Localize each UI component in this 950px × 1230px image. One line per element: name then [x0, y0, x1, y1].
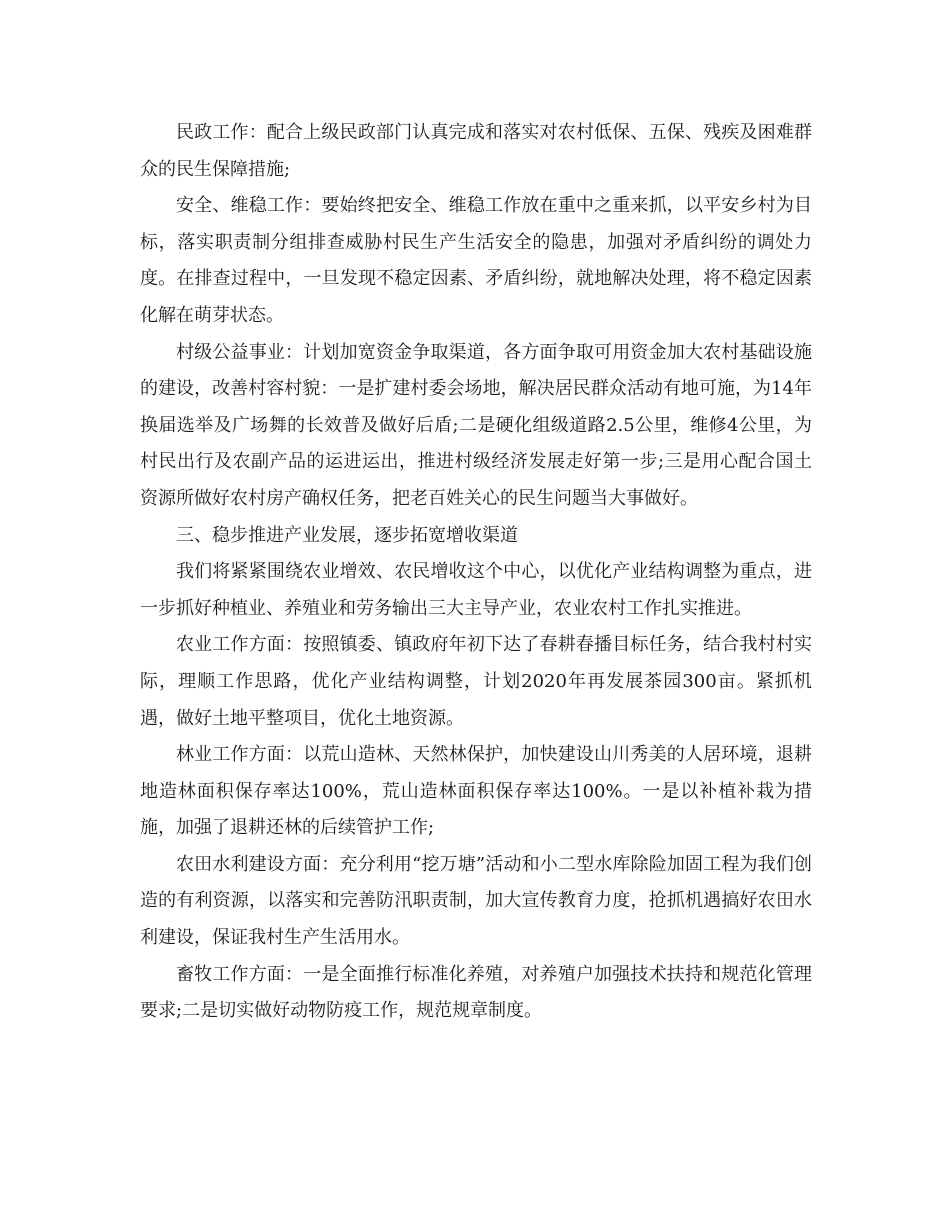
- section-heading-industry: 三、稳步推进产业发展，逐步拓宽增收渠道: [176, 524, 518, 546]
- paragraph-safety-stability: 安全、维稳工作：要始终把安全、维稳工作放在重中之重来抓，以平安乡村为目标，落实职责制分组排查威胁村民生产生活安全的隐患，加强对矛盾纠纷的调处力度。在排查过程中，一旦发现不稳定因素、矛盾纠纷，就地解决处理，将不稳定因素化解在萌芽状态。: [140, 195, 812, 326]
- paragraph-agriculture: 农业工作方面：按照镇委、镇政府年初下达了春耕春播目标任务，结合我村村实际，理顺工作思路，优化产业结构调整，计划2020年再发展茶园300亩。紧抓机遇，做好土地平整项目，优化土地资源。: [140, 634, 812, 729]
- paragraph-industry-intro: 我们将紧紧围绕农业增效、农民增收这个中心，以优化产业结构调整为重点，进一步抓好种植业、养殖业和劳务输出三大主导产业，农业农村工作扎实推进。: [140, 561, 812, 619]
- paragraph-forestry: 林业工作方面：以荒山造林、天然林保护，加快建设山川秀美的人居环境，退耕地造林面积保存率达100%，荒山造林面积保存率达100%。一是以补植补栽为措施，加强了退耕还林的后续管护工作;: [140, 744, 812, 839]
- paragraph-water-conservancy: 农田水利建设方面：充分利用“挖万塘”活动和小二型水库除险加固工程为我们创造的有利资源，以落实和完善防汛职责制，加大宣传教育力度，抢抓机遇搞好农田水利建设，保证我村生产生活用水。: [140, 853, 812, 949]
- paragraph-public-welfare: 村级公益事业：计划加宽资金争取渠道，各方面争取可用资金加大农村基础设施的建设，改善村容村貌：一是扩建村委会场地，解决居民群众活动有地可施，为14年换届选举及广场舞的长效普及做好后盾;二是硬化组级道路2.5公里，维修4公里，为村民出行及农副产品的运进运出，推进村级经济发展走好第一步;三是用心配合国土资源所做好农村房产确权任务，把老百姓关心的民生问题当大事做好。: [140, 341, 812, 509]
- paragraph-livestock: 畜牧工作方面：一是全面推行标准化养殖，对养殖户加强技术扶持和规范化管理要求;二是切实做好动物防疫工作，规范规章制度。: [140, 963, 812, 1022]
- document-page: [140, 115, 812, 1030]
- paragraph-civil-affairs: 民政工作：配合上级民政部门认真完成和落实对农村低保、五保、残疾及困难群众的民生保障措施;: [140, 122, 812, 180]
